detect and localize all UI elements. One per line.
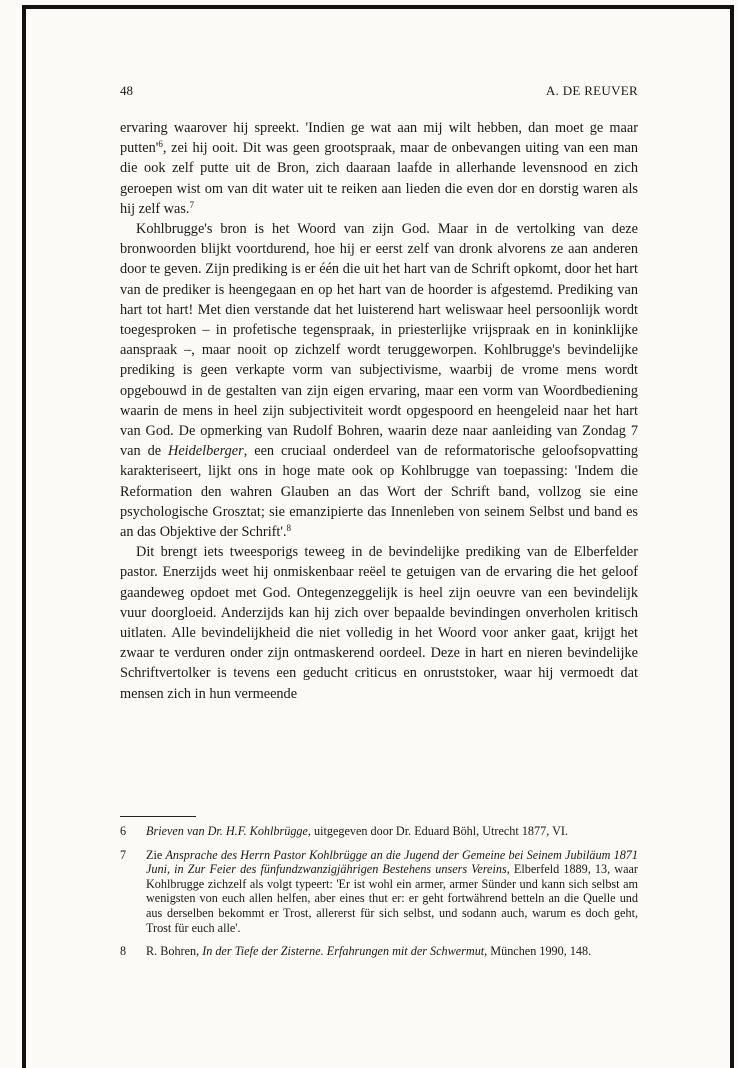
scan-border-right — [730, 5, 734, 1068]
footnote: 8 R. Bohren, In der Tiefe der Zisterne. Erfahrungen mit der Schwermut, München 1990, 148. — [120, 944, 592, 959]
footnote-ref-6[interactable]: 6 — [158, 139, 163, 150]
footnote-separator — [120, 816, 196, 817]
paragraph-2: Kohlbrugge's bron is het Woord van zijn God. Maar in de vertolking van deze bronwoorden blijkt voortdurend, hoe hij er eerst zelf van dronk alvorens ze aan anderen door te geven. Zijn prediking is er één die uit het hart van de Schrift opkomt, door het hart van de prediker is heengegaan en op het hart van de hoorder is afgestemd. Prediking van hart tot hart! Met dien verstande dat het luisterend hart weliswaar heel persoonlijk wordt toegesproken – in profetische tegenspraak, in priesterlijke vrijspraak en in koninklijke aanspraak –, maar nooit op zichzelf wordt teruggeworpen. Kohlbrugge's bevindelijke prediking is geen verkapte vorm van subjectivisme, waarbij de vrome mens wordt opgebouwd in de gestalten van zijn eigen ervaring, maar een vorm van Woordbediening waarin de mens in heel zijn subjectiviteit wordt opgespoord en heengeleid naar het hart van God. De opmerking van Rudolf Bohren, waarin deze naar aanleiding van Zondag 7 van de Heidelberger, een cruciaal onderdeel van de reformatorische geloofsopvatting karakteriseert, lijkt ons in hoge mate ook op Kohlbrugge van toepassing: 'Indem die Reformation den wahren Glauben an das Wort der Schrift band, vollzog sie eine psychologische Grosztat; sie emanzipierte das Innenleben von seinem Selbst und band es an das Objektive der Schrift'.$^8$ — [120, 221, 638, 541]
footnote-ref-7[interactable]: 7 — [189, 199, 194, 210]
footnote: 7 Zie Ansprache des Herrn Pastor Kohlbrügge an die Jugend der Gemeine bei Seinem Jubiläum 1871 Juni, in Zur Feier des fünfundzwanzigjährigen Bestehens unsers Vereins, Elberfeld 1889, 13, waar Kohlbrugge zichzelf als volgt typeert: 'Er ist wohl ein armer, armer Sünder und kann sich selbst am wenigsten von euch allen helfen, aber eines thut er: er geht fortwährend betteln an die Quelle und aus derselben bekommt er Trost, allererst für sich selbst, und sodann auch, warum es doch geht, Trost für euch alle'. — [120, 847, 638, 935]
footnote-number: 7 — [120, 847, 127, 862]
paragraph-1: ervaring waarover hij spreekt. 'Indien ge wat aan mij wilt hebben, dan moet ge maar $putten'^6$, zei hij ooit. Dit was geen grootspraak, maar de onbevangen uiting van een man die ook zelf putte uit de Bron, zich daaraan laafde in allerhande levensnood en zich geroepen wist om van dit water uit te reiken aan lieden die even dor en dorstig waren als hij zelf was.$^7$ — [120, 120, 638, 217]
running-head-author: A. DE REUVER — [545, 83, 638, 98]
footnote: 6 Brieven van Dr. H.F. Kohlbrügge, uitgegeven door Dr. Eduard Böhl, Utrecht 1877, VI. — [120, 824, 568, 838]
footnote-number: 6 — [120, 824, 127, 838]
footnote-ref-8[interactable]: 8 — [286, 523, 292, 534]
body-text — [120, 118, 638, 704]
scan-border-left — [22, 5, 26, 1068]
footnotes — [120, 824, 638, 968]
footnote-number: 8 — [120, 944, 127, 959]
scan-border-top — [22, 5, 734, 9]
page-number: 48 — [120, 83, 133, 98]
paragraph-3: Dit brengt iets tweesporigs teweeg in de bevindelijke prediking van de Elberfelder pastor. Enerzijds weet hij onmiskenbaar reëel te getuigen van de ervaring die het geloof gaandeweg opdoet met God. Ontegenzeggelijk is heel zijn oeuvre van een bevindelijk vuur doorgloeid. Anderzijds kan hij zich over bepaalde bevindingen onverholen kritisch uitlaten. Alle bevindelijkheid die niet volledig in het Woord voor anker gaat, krijgt het zwaar te verduren onder zijn ontmaskerend oordeel. Deze in hart en nieren bevindelijke Schriftvertolker is tevens een geducht criticus en onruststoker, waar hij vermoedt dat mensen zich in hun vermeende — [120, 544, 638, 702]
